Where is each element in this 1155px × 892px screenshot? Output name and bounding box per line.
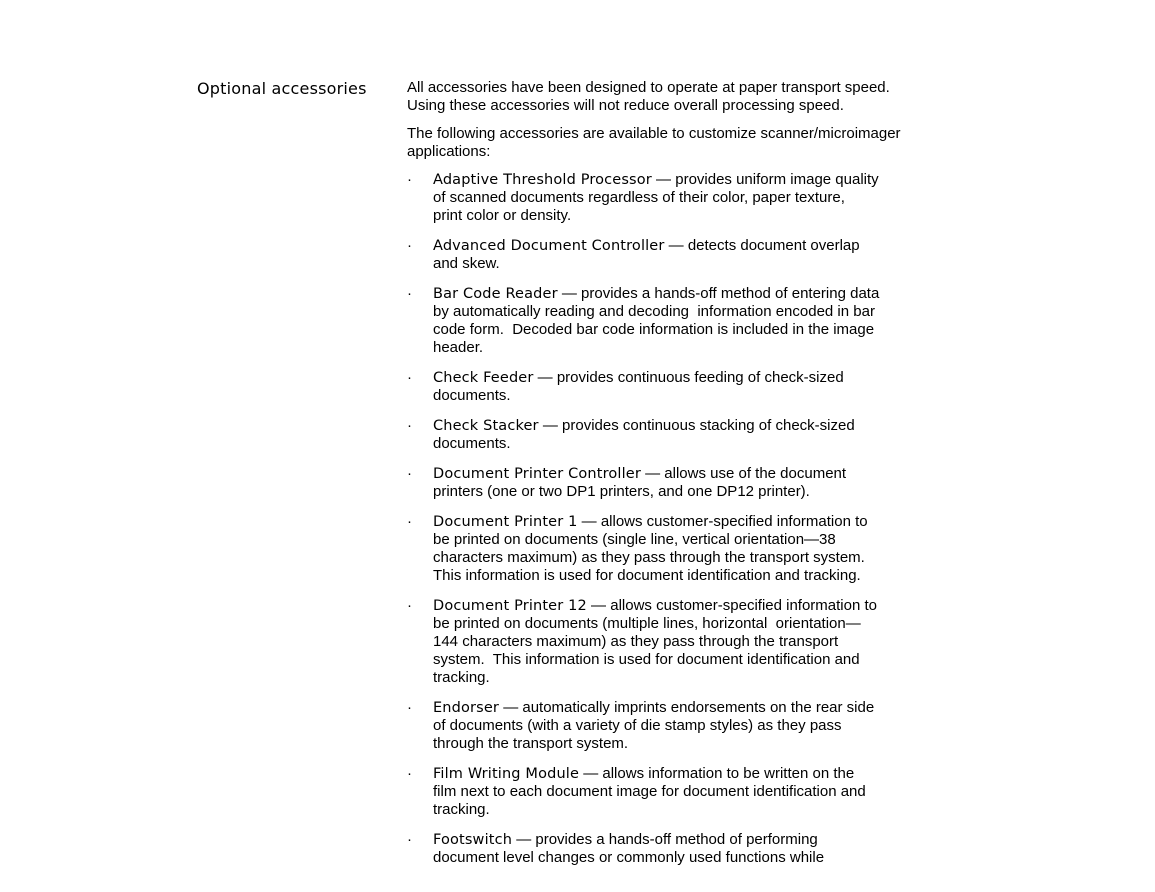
bullet-dot-icon: · xyxy=(407,699,412,716)
accessory-description: — provides continuous feeding of check-sized xyxy=(533,369,844,386)
accessory-line: printers (one or two DP1 printers, and one DP12 printer). xyxy=(433,483,810,500)
accessory-line xyxy=(433,513,947,531)
accessory-line: print color or density. xyxy=(433,207,572,224)
accessory-item xyxy=(407,465,947,501)
accessory-name: Document Printer 12 xyxy=(433,598,587,614)
accessory-item xyxy=(407,171,947,225)
section-body xyxy=(407,79,947,866)
accessory-name: Bar Code Reader xyxy=(433,286,558,302)
accessory-name: Film Writing Module xyxy=(433,766,580,782)
intro-paragraph-2 xyxy=(407,125,947,161)
intro-paragraph-1-line: Using these accessories will not reduce overall processing speed. xyxy=(407,97,844,114)
accessory-line: documents. xyxy=(433,435,511,452)
bullet-dot-icon: · xyxy=(407,417,412,434)
accessory-description: — provides a hands-off method of entering data xyxy=(557,285,880,302)
intro-paragraph-2-line: applications: xyxy=(407,143,491,160)
bullet-dot-icon: · xyxy=(407,465,412,482)
accessory-description: — allows customer-specified information to xyxy=(577,513,868,530)
accessory-item xyxy=(407,831,947,866)
accessory-line: code form. Decoded bar code information is included in the image xyxy=(433,321,875,338)
accessory-line: through the transport system. xyxy=(433,735,629,752)
accessory-line: system. This information is used for document identification and xyxy=(433,651,860,668)
accessory-name: Document Printer 1 xyxy=(433,514,578,530)
accessory-line: by automatically reading and decoding information encoded in bar xyxy=(433,303,875,320)
intro-paragraph-2-line: The following accessories are available to customize scanner/microimager xyxy=(407,125,901,142)
accessory-line xyxy=(433,831,947,849)
accessory-line: documents. xyxy=(433,387,511,404)
accessory-line: 144 characters maximum) as they pass through the transport xyxy=(433,633,839,650)
bullet-dot-icon: · xyxy=(407,831,412,848)
accessory-line: header. xyxy=(433,339,484,356)
intro-paragraph-1 xyxy=(407,79,947,115)
accessory-item xyxy=(407,699,947,753)
accessory-line: film next to each document image for document identification and xyxy=(433,783,866,800)
bullet-dot-icon: · xyxy=(407,513,412,530)
accessory-line xyxy=(433,285,947,303)
accessory-item xyxy=(407,765,947,819)
accessory-line: be printed on documents (single line, vertical orientation—38 xyxy=(433,531,836,548)
accessory-line xyxy=(433,417,947,435)
accessory-name: Adaptive Threshold Processor xyxy=(433,172,652,188)
accessory-line xyxy=(433,171,947,189)
accessory-line: tracking. xyxy=(433,801,490,818)
accessory-line xyxy=(433,465,947,483)
accessory-name: Endorser xyxy=(433,700,500,716)
intro-paragraph-1-line: All accessories have been designed to operate at paper transport speed. xyxy=(407,79,890,96)
bullet-dot-icon: · xyxy=(407,237,412,254)
accessory-line xyxy=(433,369,947,387)
accessory-line: characters maximum) as they pass through the transport system. xyxy=(433,549,865,566)
bullet-dot-icon: · xyxy=(407,597,412,614)
accessory-description: — allows customer-specified information to xyxy=(586,597,878,614)
accessory-line: be printed on documents (multiple lines, horizontal orientation— xyxy=(433,615,861,632)
bullet-dot-icon: · xyxy=(407,765,412,782)
accessory-description: — automatically imprints endorsements on the rear side xyxy=(499,699,875,716)
accessory-line: of scanned documents regardless of their color, paper texture, xyxy=(433,189,845,206)
accessory-description: — provides a hands-off method of performing xyxy=(512,831,818,848)
accessory-name: Footswitch xyxy=(433,832,513,848)
accessories-list xyxy=(407,171,947,866)
accessory-line: tracking. xyxy=(433,669,490,686)
accessory-line: of documents (with a variety of die stamp styles) as they pass xyxy=(433,717,842,734)
accessory-name: Check Stacker xyxy=(433,418,539,434)
accessory-item xyxy=(407,369,947,405)
section-heading: Optional accessories xyxy=(197,79,367,98)
accessory-item xyxy=(407,285,947,357)
bullet-dot-icon: · xyxy=(407,369,412,386)
accessory-item xyxy=(407,417,947,453)
accessory-item xyxy=(407,513,947,585)
accessory-item xyxy=(407,237,947,273)
bullet-dot-icon: · xyxy=(407,171,412,188)
accessory-line xyxy=(433,237,947,255)
bullet-dot-icon: · xyxy=(407,285,412,302)
accessory-description: — provides uniform image quality xyxy=(651,171,879,188)
accessory-name: Advanced Document Controller xyxy=(433,238,665,254)
accessory-name: Check Feeder xyxy=(433,370,534,386)
accessory-line xyxy=(433,597,947,615)
accessory-item xyxy=(407,597,947,687)
accessory-description: — detects document overlap xyxy=(664,237,860,254)
accessory-line xyxy=(433,699,947,717)
accessory-line: This information is used for document identification and tracking. xyxy=(433,567,861,584)
accessory-name: Document Printer Controller xyxy=(433,466,641,482)
accessory-line xyxy=(433,765,947,783)
accessory-description: — allows use of the document xyxy=(640,465,847,482)
accessory-line: and skew. xyxy=(433,255,500,272)
accessory-description: — allows information to be written on the xyxy=(579,765,855,782)
accessory-description: — provides continuous stacking of check-sized xyxy=(538,417,855,434)
accessory-line: document level changes or commonly used functions while xyxy=(433,849,825,866)
